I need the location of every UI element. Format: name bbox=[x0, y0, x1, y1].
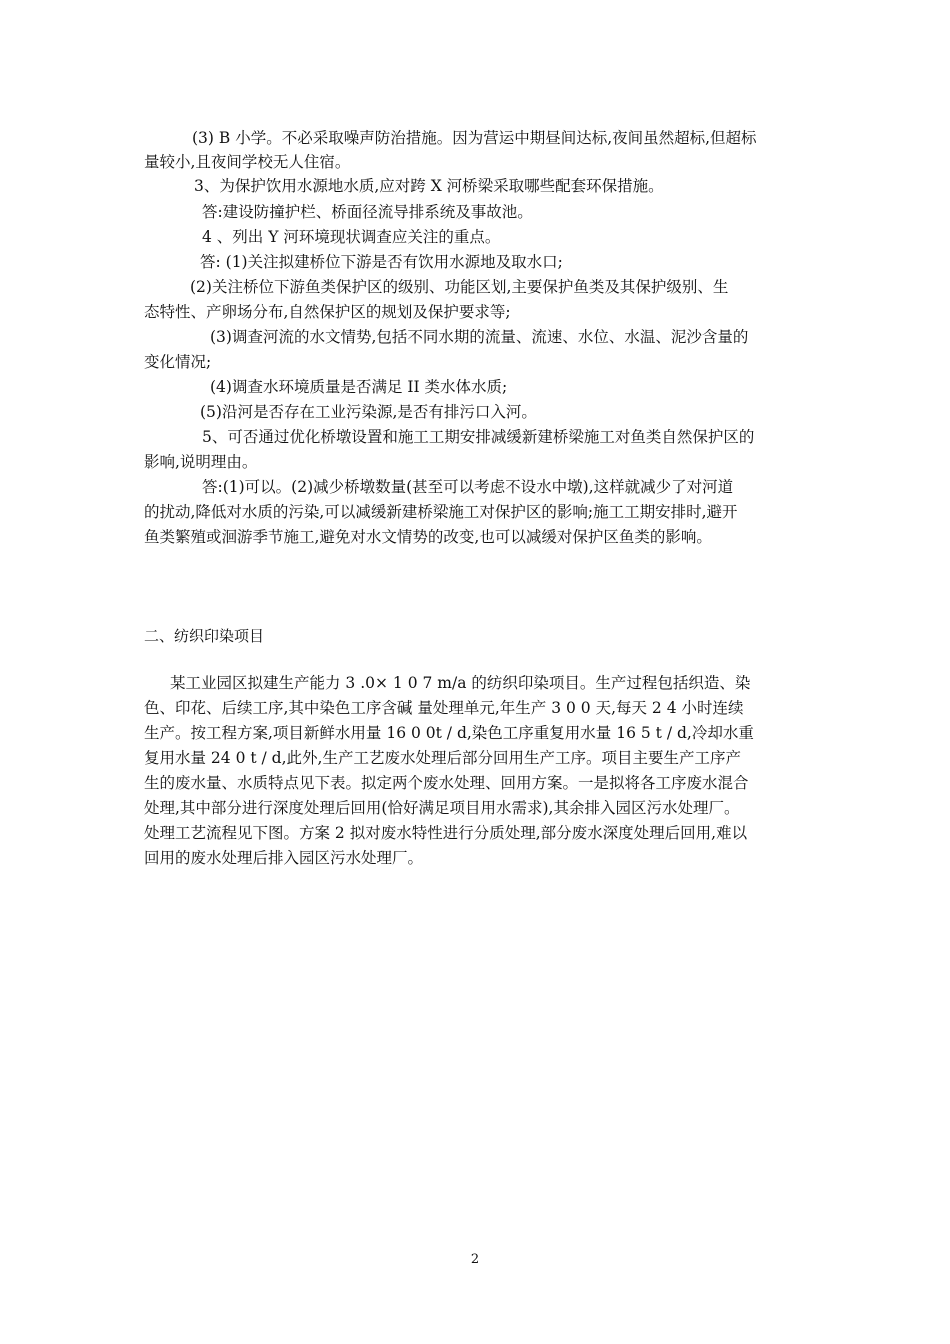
body-line: 回用的废水处理后排入园区污水处理厂。 bbox=[144, 849, 424, 867]
answer-line-b-school-cont: 量较小,且夜间学校无人住宿。 bbox=[144, 153, 351, 171]
answer-5-cont-2: 鱼类繁殖或洄游季节施工,避免对水文情势的改变,也可以减缓对保护区鱼类的影响。 bbox=[144, 528, 712, 546]
body-line: 色、印花、后续工序,其中染色工序含碱 量处理单元,年生产 3 0 0 天,每天 2 4 小时连续 bbox=[144, 699, 744, 717]
body-line: 复用水量 24 0 t / d,此外,生产工艺废水处理后部分回用生产工序。项目主要生产工序产 bbox=[144, 749, 741, 767]
answer-5: 答:(1)可以。(2)减少桥墩数量(甚至可以考虑不设水中墩),这样就减少了对河道 bbox=[202, 478, 734, 496]
section-title: 二、纺织印染项目 bbox=[144, 627, 265, 645]
answer-4-item-3: (3)调查河流的水文情势,包括不同水期的流量、流速、水位、水温、泥沙含量的 bbox=[210, 328, 749, 346]
answer-4-item-4: (4)调查水环境质量是否满足 II 类水体水质; bbox=[210, 378, 508, 396]
question-5-cont: 影响,说明理由。 bbox=[144, 453, 258, 471]
answer-4-item-1: 答: (1)关注拟建桥位下游是否有饮用水源地及取水口; bbox=[200, 253, 563, 271]
body-line: 处理,其中部分进行深度处理后回用(恰好满足项目用水需求),其余排入园区污水处理厂。 bbox=[144, 799, 740, 817]
question-3: 3、为保护饮用水源地水质,应对跨 X 河桥梁采取哪些配套环保措施。 bbox=[194, 177, 664, 195]
answer-5-cont-1: 的扰动,降低对水质的污染,可以减缓新建桥梁施工对保护区的影响;施工工期安排时,避开 bbox=[144, 503, 738, 521]
question-5: 5、可否通过优化桥墩设置和施工工期安排减缓新建桥梁施工对鱼类自然保护区的 bbox=[202, 428, 755, 446]
answer-line-b-school: (3) B 小学。不必采取噪声防治措施。因为营运中期昼间达标,夜间虽然超标,但超标 bbox=[192, 129, 757, 147]
answer-4-item-2-cont: 态特性、产卵场分布,自然保护区的规划及保护要求等; bbox=[144, 303, 511, 321]
answer-4-item-3-cont: 变化情况; bbox=[144, 353, 212, 371]
question-4: 4 、列出 Y 河环境现状调查应关注的重点。 bbox=[202, 228, 501, 246]
page-number: 2 bbox=[470, 1252, 480, 1267]
body-line: 生产。按工程方案,项目新鲜水用量 16 0 0t / d,染色工序重复用水量 16 5 t / d,冷却水重 bbox=[144, 724, 754, 742]
body-line: 某工业园区拟建生产能力 3 .0× 1 0 7 m/a 的纺织印染项目。生产过程包括织造、染 bbox=[170, 674, 751, 692]
answer-3: 答:建设防撞护栏、桥面径流导排系统及事故池。 bbox=[202, 203, 533, 221]
answer-4-item-2: (2)关注桥位下游鱼类保护区的级别、功能区划,主要保护鱼类及其保护级别、生 bbox=[190, 278, 729, 296]
body-line: 生的废水量、水质特点见下表。拟定两个废水处理、回用方案。一是拟将各工序废水混合 bbox=[144, 774, 749, 792]
body-line: 处理工艺流程见下图。方案 2 拟对废水特性进行分质处理,部分废水深度处理后回用,难以 bbox=[144, 824, 748, 842]
answer-4-item-5: (5)沿河是否存在工业污染源,是否有排污口入河。 bbox=[200, 403, 537, 421]
